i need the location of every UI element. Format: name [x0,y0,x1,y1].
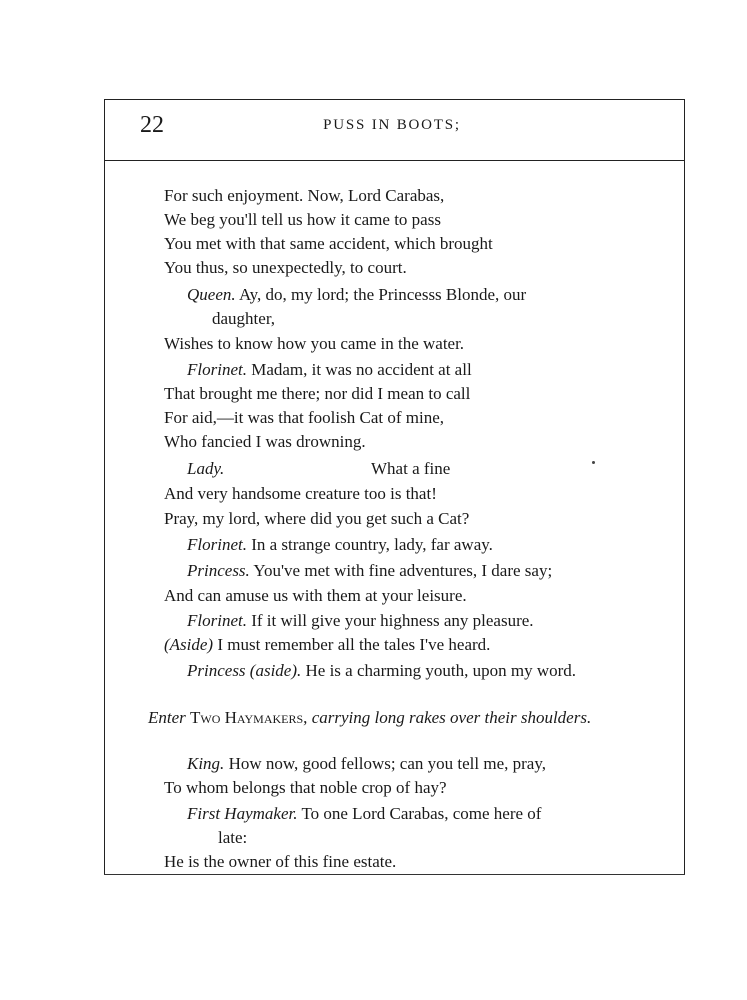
footer-rule [104,874,685,875]
stage-characters: Two Haymakers, [190,708,308,727]
verse-line [187,535,493,555]
verse-text: In a strange country, lady, far away. [251,535,493,554]
verse-line: Pray, my lord, where did you get such a Cat? [164,509,470,528]
speaker-name: Queen. [187,285,236,304]
header-rule [104,160,685,161]
verse-text: How now, good fellows; can you tell me, pray, [228,754,546,773]
verse-line [187,661,576,681]
verse-line: You thus, so unexpectedly, to court. [164,258,407,277]
running-title: PUSS IN BOOTS; [323,117,461,133]
stage-direction [148,708,591,728]
verse-text: You've met with fine adventures, I dare say; [253,561,553,580]
verse-line: late: [218,828,248,847]
verse-text: He is a charming youth, upon my word. [305,661,577,680]
verse-text: To one Lord Carabas, come here of [301,804,542,823]
verse-line [187,285,526,305]
verse-line: We beg you'll tell us how it came to pass [164,210,441,229]
verse-line: That brought me there; nor did I mean to call [164,384,471,403]
verse-line: And very handsome creature too is that! [164,484,437,503]
verse-line: Who fancied I was drowning. [164,432,366,451]
verse-line [187,804,541,824]
speaker-name: Lady. [187,459,225,478]
verse-line: And can amuse us with them at your leisure. [164,586,467,605]
speaker-name: King. [187,754,225,773]
speaker-name: Princess. [187,561,250,580]
verse-line [187,754,546,774]
verse-line [187,561,552,581]
verse-text: Madam, it was no accident at all [251,360,472,379]
verse-line: daughter, [212,309,276,328]
verse-text: Ay, do, my lord; the Princesss Blonde, our [238,285,527,304]
verse-text: If it will give your highness any pleasure. [251,611,534,630]
aside-direction: (Aside) [164,635,214,654]
verse-line: For aid,—it was that foolish Cat of mine, [164,408,444,427]
verse-text: What a fine [371,459,451,478]
ink-speck [592,461,595,464]
verse-line [187,360,472,380]
verse-line: You met with that same accident, which brought [164,234,493,253]
verse-line: For such enjoyment. Now, Lord Carabas, [164,186,445,205]
verse-text: I must remember all the tales I've heard. [217,635,491,654]
verse-line: He is the owner of this fine estate. [164,852,397,871]
verse-line: Wishes to know how you came in the water. [164,334,465,353]
verse-line [164,635,490,655]
verse-line [187,611,534,631]
page-number: 22 [140,112,164,138]
verse-line [187,459,224,479]
speaker-name: Florinet. [187,535,247,554]
speaker-name: Florinet. [187,360,247,379]
speaker-name: Princess (aside). [187,661,302,680]
verse-line: To whom belongs that noble crop of hay? [164,778,447,797]
speaker-name: First Haymaker. [187,804,298,823]
stage-enter: Enter [148,708,186,727]
stage-action: carrying long rakes over their shoulders. [311,708,592,727]
speaker-name: Florinet. [187,611,247,630]
